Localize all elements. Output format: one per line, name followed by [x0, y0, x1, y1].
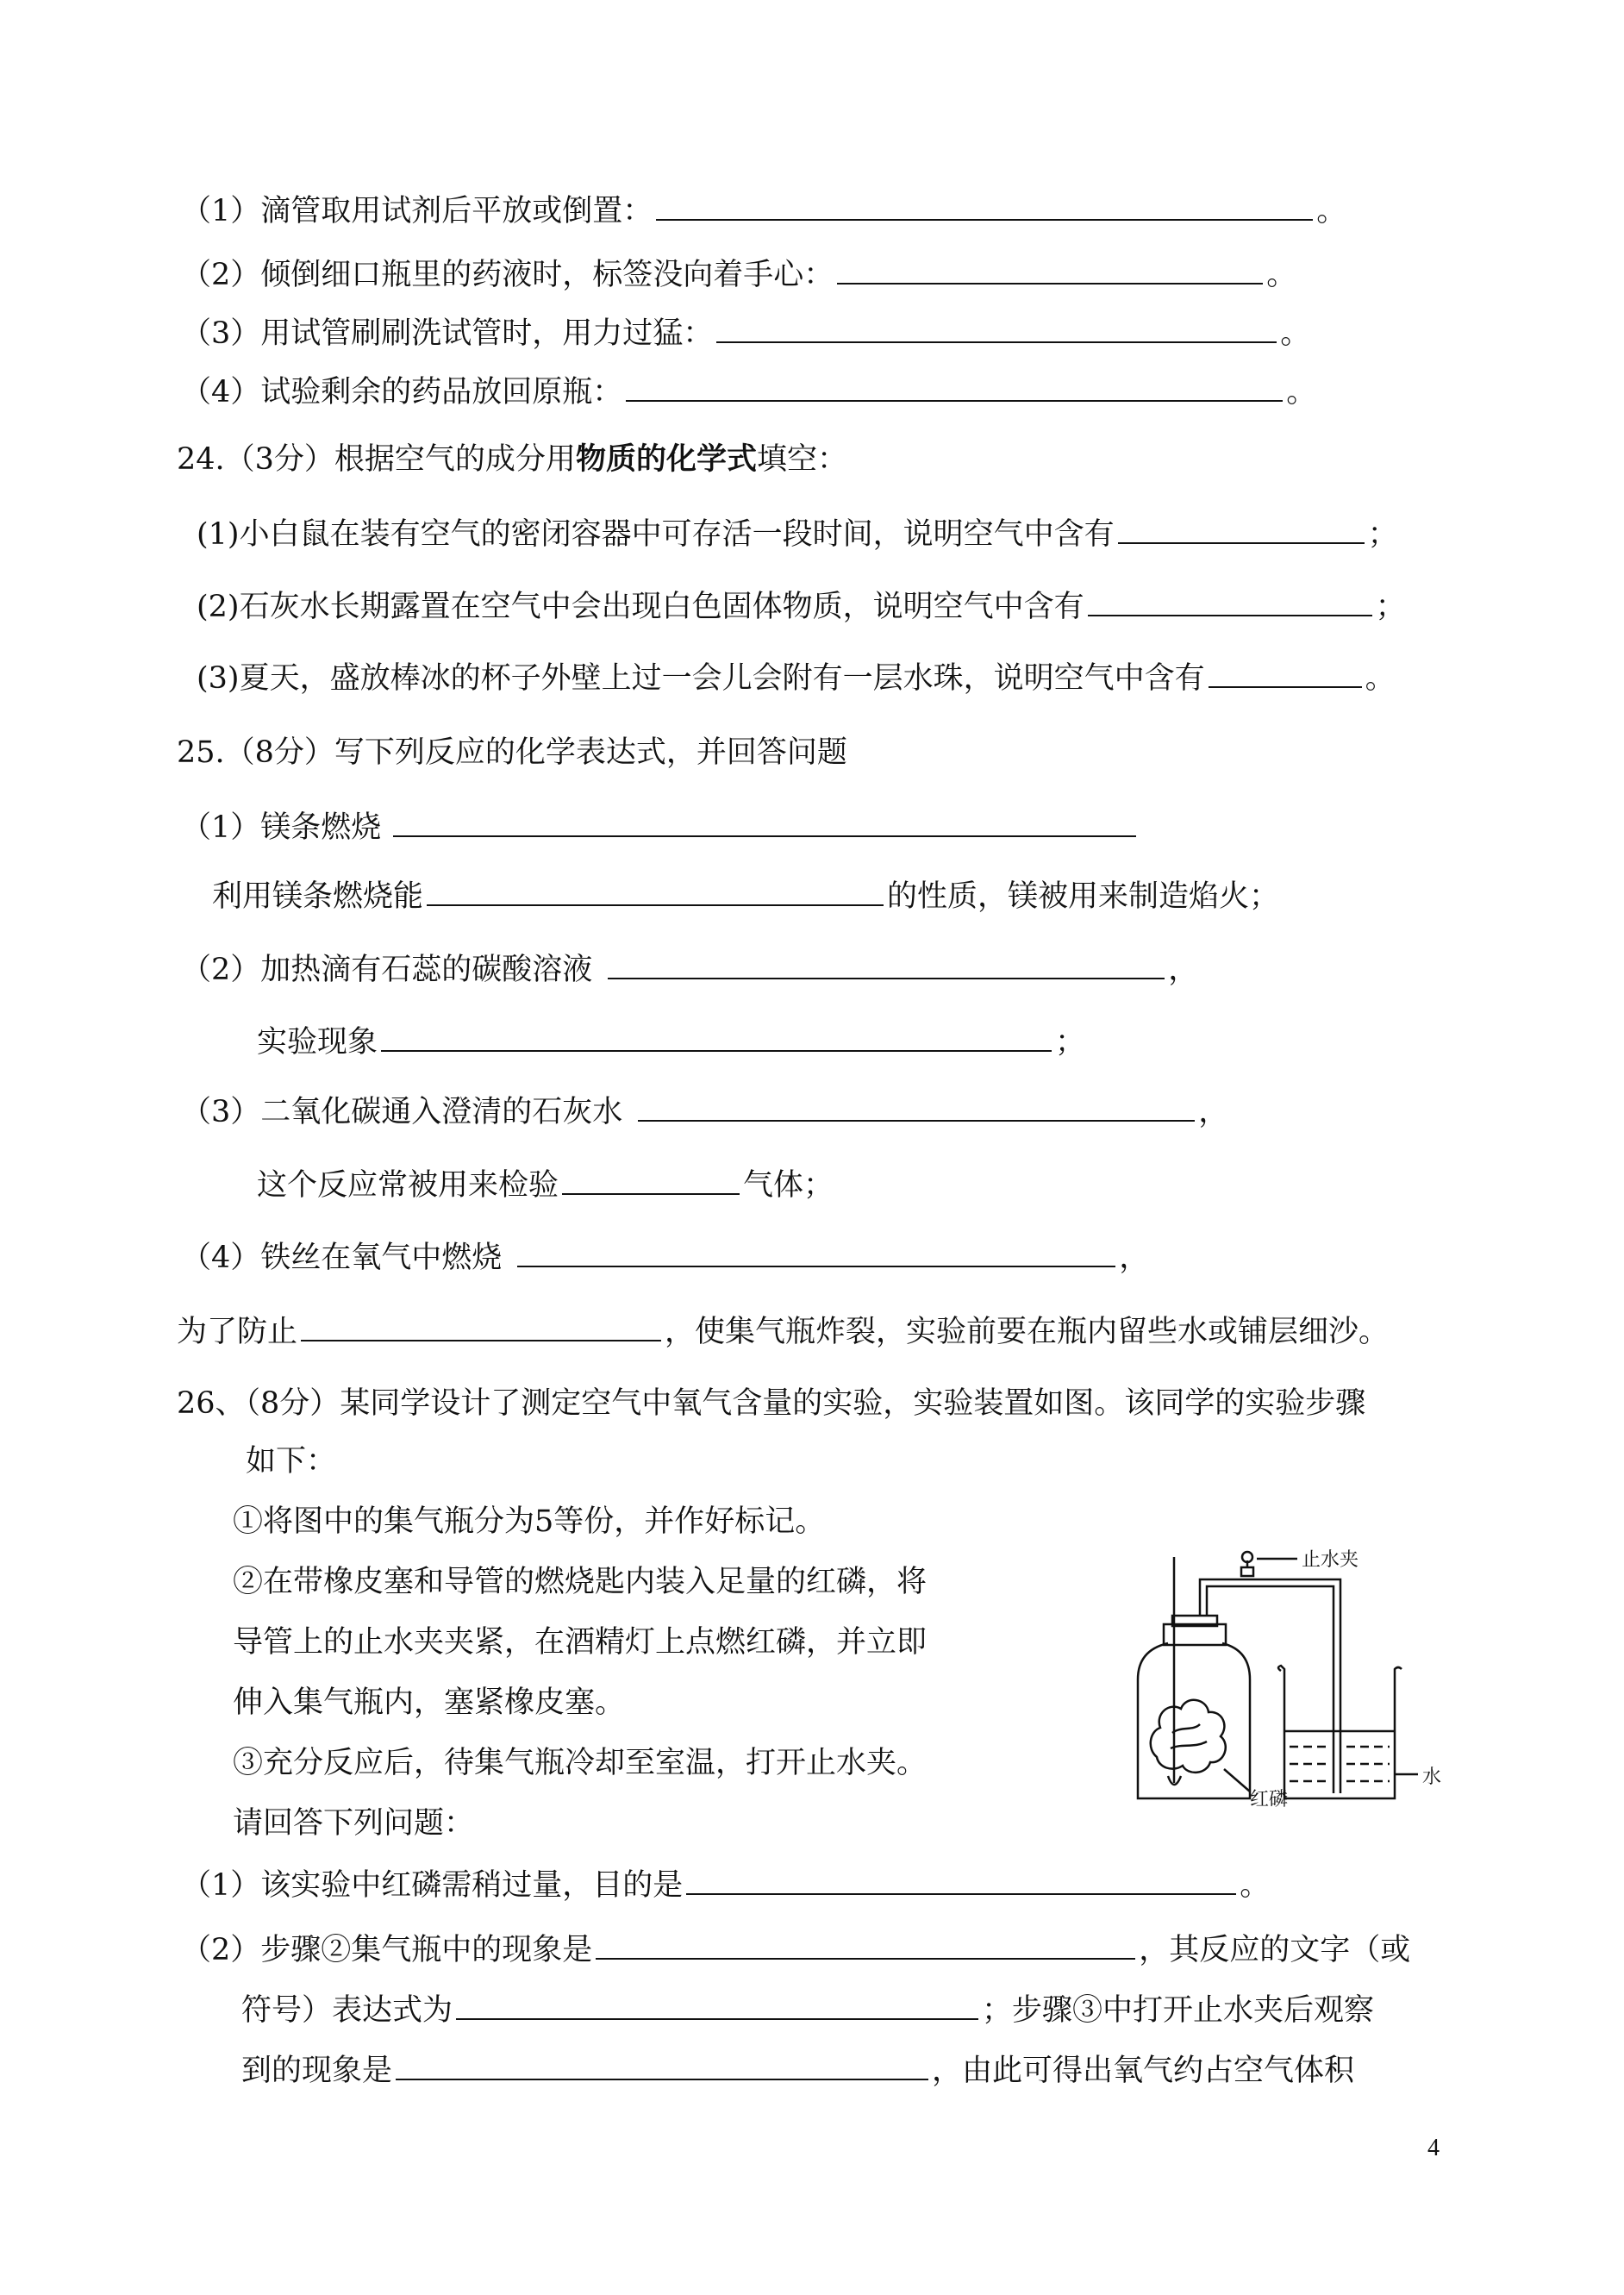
q23-item-3 [181, 310, 1310, 353]
item-text: (2)石灰水长期露置在空气中会出现白色固体物质，说明空气中含有 [197, 590, 1084, 624]
item-text: （4）铁丝在氧气中燃烧 [181, 1241, 503, 1275]
q25-heading-text: 25.（8分）写下列反应的化学表达式，并回答问题 [177, 735, 847, 770]
q26-heading [177, 1382, 1365, 1425]
answer-blank[interactable] [716, 310, 1277, 343]
answer-blank[interactable] [396, 2048, 928, 2080]
answer-blank[interactable] [1088, 584, 1372, 616]
q26-step-1 [233, 1500, 825, 1543]
label-water-clamp: 止水夹 [1302, 1549, 1359, 1571]
q26-step-3 [233, 1742, 927, 1785]
q24-item-2 [197, 584, 1406, 627]
q26-heading-text: 26、（8分）某同学设计了测定空气中氧气含量的实验，实验装置如图。该同学的实验步骤 [177, 1386, 1366, 1421]
item-text-tail: ，其反应的文字（或 [1139, 1933, 1411, 1967]
answer-blank[interactable] [638, 1089, 1195, 1122]
item-text: 到的现象是 [241, 2054, 393, 2088]
q25-item-1 [181, 804, 1140, 847]
q24-item-1 [197, 511, 1398, 554]
item-text: 倾倒细口瓶里的药液时，标签没向着手心： [260, 258, 834, 292]
item-text: 实验现象 [257, 1025, 378, 1060]
step-text: 导管上的止水夹夹紧，在酒精灯上点燃红磷，并立即 [233, 1625, 928, 1660]
q26-step-2b [233, 1621, 927, 1664]
item-text-tail: ，使集气瓶炸裂，实验前要在瓶内留些水或铺层细沙。 [665, 1315, 1390, 1349]
delivery-tube [1200, 1579, 1340, 1793]
q26-step-2c [233, 1681, 625, 1724]
item-text: 用试管刷刷洗试管时，用力过猛： [260, 316, 714, 351]
item-text: （3）二氧化碳通入澄清的石灰水 [181, 1095, 623, 1129]
answer-blank[interactable] [381, 1019, 1052, 1052]
item-text: 利用镁条燃烧能 [212, 879, 424, 914]
answer-blank[interactable] [301, 1309, 661, 1341]
step-text: ③充分反应后，待集气瓶冷却至室温，打开止水夹。 [233, 1746, 928, 1780]
item-text: （2）步骤②集气瓶中的现象是 [181, 1933, 593, 1967]
page-number: 4 [1427, 2135, 1440, 2161]
item-text: 滴管取用试剂后平放或倒置： [260, 194, 653, 228]
q24-heading-bold: 物质的化学式 [575, 441, 757, 477]
answer-blank[interactable] [456, 1987, 978, 2020]
step-text: ②在带橡皮塞和导管的燃烧匙内装入足量的红磷，将 [233, 1565, 928, 1599]
q26-answer-2c [241, 2048, 1354, 2091]
q23-item-4 [181, 369, 1316, 412]
gas-bottle [1138, 1643, 1250, 1798]
label-red-phosphorus: 红磷 [1250, 1789, 1289, 1810]
item-number: （3） [181, 316, 261, 351]
apparatus-drawing [1121, 1541, 1448, 1809]
punct: ， [1168, 953, 1199, 987]
punct: 。 [1266, 258, 1297, 292]
item-text: （1）镁条燃烧 [181, 810, 382, 845]
item-number: （4） [181, 375, 261, 410]
answer-blank[interactable] [837, 252, 1263, 285]
answer-blank[interactable] [596, 1927, 1135, 1960]
item-text-tail: ，由此可得出氧气约占空气体积 [932, 2054, 1355, 2088]
answer-blank[interactable] [517, 1235, 1115, 1267]
q26-step-2a [233, 1560, 927, 1604]
punct: ， [1198, 1095, 1229, 1129]
q26-answer-2 [181, 1927, 1410, 1970]
q25-item-4b [177, 1309, 1389, 1352]
punct: 。 [1240, 1868, 1271, 1903]
item-text-tail: 的性质，镁被用来制造焰火； [887, 879, 1280, 914]
q24-heading-tail: 填空： [756, 442, 847, 477]
item-text: 符号）表达式为 [241, 1993, 453, 2028]
punct: 。 [1316, 194, 1347, 228]
q25-item-3 [181, 1089, 1228, 1132]
answer-blank[interactable] [1209, 655, 1362, 688]
punct: ； [1367, 517, 1398, 552]
answer-blank[interactable] [608, 947, 1165, 979]
answer-blank[interactable] [1118, 511, 1365, 544]
item-text: 这个反应常被用来检验 [257, 1168, 559, 1203]
q25-item-2b [257, 1019, 1085, 1062]
q25-item-1b [212, 873, 1279, 916]
apparatus-figure [1121, 1541, 1448, 1809]
item-text: (1)小白鼠在装有空气的密闭容器中可存活一段时间，说明空气中含有 [197, 517, 1115, 552]
item-text: 试验剩余的药品放回原瓶： [260, 375, 623, 410]
q24-heading [177, 438, 847, 481]
item-number: （2） [181, 258, 261, 292]
punct: 。 [1365, 661, 1396, 696]
q26-heading-cont [246, 1440, 336, 1483]
q25-heading [177, 731, 847, 774]
phosphorus-smoke [1151, 1700, 1226, 1773]
item-text: （1）该实验中红磷需稍过量，目的是 [181, 1868, 684, 1903]
item-text-tail: ；步骤③中打开止水夹后观察 [982, 1993, 1375, 2028]
q26-answer-1 [181, 1862, 1270, 1905]
q23-item-1 [181, 188, 1346, 231]
punct: ； [1375, 590, 1406, 624]
answer-blank[interactable] [427, 873, 884, 906]
punct: ； [1055, 1025, 1086, 1060]
step-text: ①将图中的集气瓶分为5等份，并作好标记。 [233, 1504, 826, 1539]
label-water: 水 [1422, 1767, 1442, 1788]
step-text: 伸入集气瓶内，塞紧橡皮塞。 [233, 1685, 626, 1720]
punct: ， [1119, 1241, 1150, 1275]
punct: 。 [1286, 375, 1317, 410]
punct: 。 [1280, 316, 1311, 351]
q25-item-4 [181, 1235, 1149, 1278]
water-clamp [1241, 1567, 1253, 1576]
item-text: 为了防止 [177, 1315, 298, 1349]
q26-ask [233, 1802, 474, 1845]
answer-blank[interactable] [562, 1162, 740, 1195]
q24-item-3 [197, 655, 1396, 698]
q26-answer-2b [241, 1987, 1374, 2030]
item-number: （1） [181, 194, 261, 228]
item-text: (3)夏天，盛放棒冰的杯子外壁上过一会儿会附有一层水珠，说明空气中含有 [197, 661, 1205, 696]
answer-blank[interactable] [626, 369, 1283, 402]
item-text: （2）加热滴有石蕊的碳酸溶液 [181, 953, 593, 987]
q23-item-2 [181, 252, 1296, 295]
answer-blank[interactable] [393, 804, 1136, 837]
ask-text: 请回答下列问题： [233, 1806, 475, 1841]
answer-blank[interactable] [656, 188, 1313, 221]
q25-item-2 [181, 947, 1198, 990]
item-text-tail: 气体； [743, 1168, 834, 1203]
answer-blank[interactable] [686, 1862, 1236, 1895]
q24-heading-text: 24.（3分）根据空气的成分用 [177, 442, 576, 477]
q26-heading-text-2: 如下： [246, 1444, 337, 1479]
q25-item-3b [257, 1162, 834, 1205]
